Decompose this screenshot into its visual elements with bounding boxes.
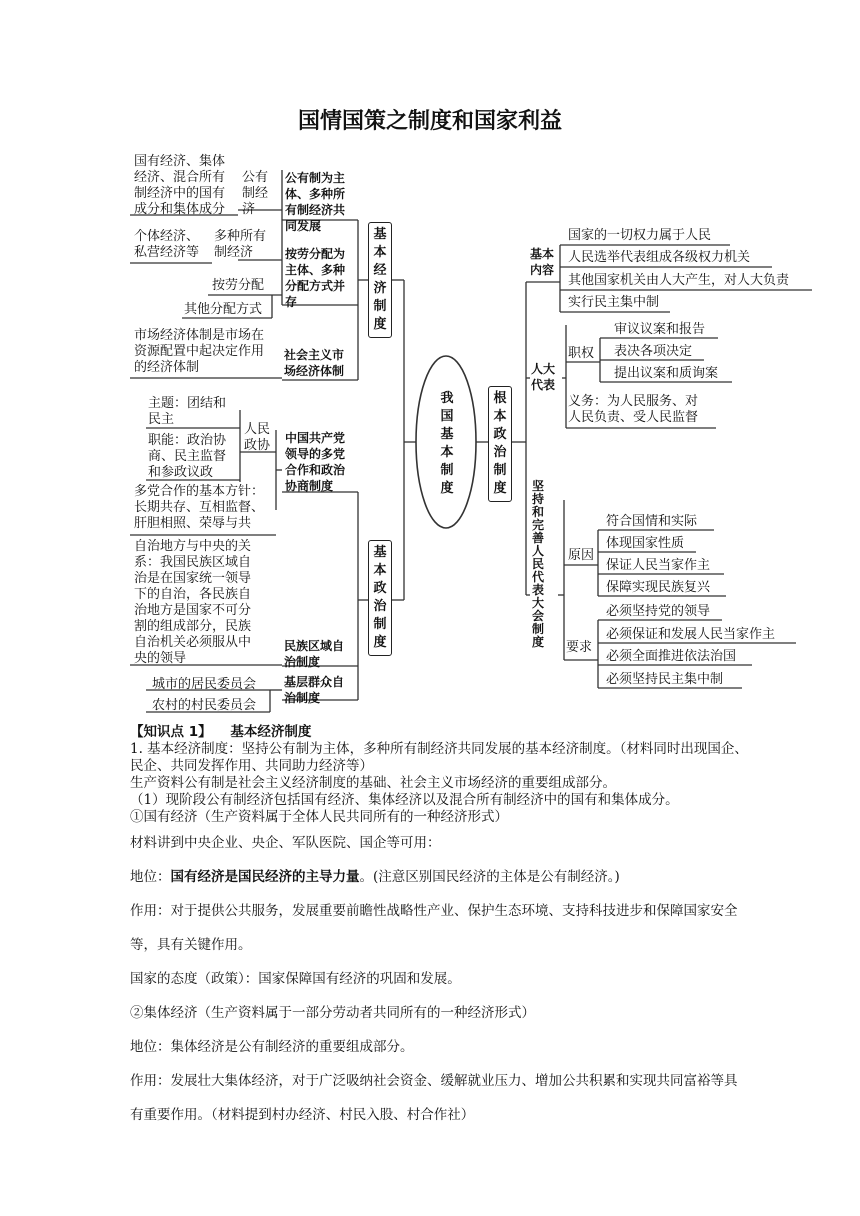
duty: 义务：为人民服务、对 人民负责、受人民监督 [568,394,699,425]
ethnic-autonomy-node: 民族区域自 治制度 [284,639,345,669]
paragraph-6: 地位：国有经济是国民经济的主导力量。(注意区别国民经济的主体是公有制经济。) [130,869,620,885]
market-economy-node: 社会主义市 场经济体制 [284,348,345,378]
paragraph-7: 作用：对于提供公共服务，发展重要前瞻性战略性产业、保护生态环境、支持科技进步和保障国家安全等，具有关键作用。 [130,903,738,953]
key-point: 国有经济是国民经济的主导力量 [170,869,360,885]
page-title: 国情国策之制度和国家利益 [297,109,562,134]
ethnic-autonomy-desc: 自治地方与中央的关 系：我国民族区域自 治是在国家统一领导 下的自治，各民族自 治地方是国家不可分 割的组成部分，民族 自治机关必须服从中 央的领导 [134,539,252,666]
power-item-3: 提出议案和质询案 [614,366,719,381]
state-owned-components: 国有经济、集体 经济、混合所有 制经济中的国有 成分和集体成分 [134,154,226,217]
content-item-3: 其他国家机关由人大产生，对人大负责 [568,273,790,288]
reason-item-3: 保证人民当家作主 [606,558,711,573]
cppcc-label: 人民 政协 [244,422,271,453]
by-labor: 按劳分配 [212,278,265,293]
party-system-node: 中国共产党 领导的多党 合作和政治 协商制度 [285,431,346,493]
require-item-4: 必须坚持民主集中制 [606,672,724,687]
center-node: 我 国 基 本 制 度 [440,391,454,496]
content-item-2: 人民选举代表组成各级权力机关 [568,250,751,265]
public-main-node: 公有制为主 体、多种所 有制经济共 同发展 [285,171,346,233]
persist-npc-label: 坚 持 和 完 善 人 民 代 表 大 会 制 度 [531,479,544,649]
require-item-3: 必须全面推进依法治国 [606,649,737,664]
private-economy: 个体经济、 私营经济等 [134,229,200,260]
labor-distribution-node: 按劳分配为 主体、多种 分配方式并 存 [285,247,346,309]
paragraph-10: 地位：集体经济是公有制经济的重要组成部分。 [130,1039,414,1055]
paragraph-2: 生产资料公有制是社会主义经济制度的基础、社会主义市场经济的重要组成部分。 [130,775,616,791]
paragraph-5: 材料讲到中央企业、央企、军队医院、国企等可用： [130,835,441,851]
cppcc-theme: 主题：团结和 民主 [148,396,227,427]
paragraph-8: 国家的态度（政策）：国家保障国有经济的巩固和发展。 [130,971,461,987]
paragraph-11: 作用：发展壮大集体经济，对于广泛吸纳社会资金、缓解就业压力、增加公共积累和实现共同富裕等具有重要作用。（材料提到村办经济、村民入股、村合作社） [130,1073,738,1123]
rural-committee: 农村的村民委员会 [152,698,257,713]
reason-item-1: 符合国情和实际 [606,514,698,529]
grassroots-node: 基层群众自 治制度 [284,675,345,705]
public-ownership-label: 公有 制经 济 [242,170,269,217]
urban-committee: 城市的居民委员会 [152,677,257,692]
power-item-2: 表决各项决定 [614,344,693,359]
cppcc-function: 职能：政治协 商、民主监督 和参政议政 [148,433,227,480]
require-item-2: 必须保证和发展人民当家作主 [606,627,776,642]
market-economy-desc: 市场经济体制是市场在 资源配置中起决定作用 的经济体制 [134,328,265,375]
paragraph-9: ②集体经济（生产资料属于一部分劳动者共同所有的一种经济形式） [130,1005,535,1021]
section-heading: 【知识点 1】 基本经济制度 [130,724,312,740]
reason-label: 原因 [568,548,595,563]
basic-political-system-box: 基 本 政 治 制 度 [368,540,392,656]
paragraph-4: ①国有经济（生产资料属于全体人民共同所有的一种经济形式） [130,809,508,825]
body-text [130,724,750,1132]
non-public-label: 多种所有 制经济 [214,229,267,260]
fundamental-system-box: 根 本 政 治 制 度 [488,386,512,502]
powers-label: 职权 [568,346,595,361]
cooperation-policy: 多党合作的基本方针： 长期共存、互相监督、 肝胆相照、荣辱与共 [134,484,265,531]
basic-content-label: 基本 内容 [530,247,555,277]
require-item-1: 必须坚持党的领导 [606,604,711,619]
reason-item-2: 体现国家性质 [606,536,685,551]
paragraph-1: 1. 基本经济制度：坚持公有制为主体，多种所有制经济共同发展的基本经济制度。（材料同时出现国企、民企、共同发挥作用、共同助力经济等） [130,741,748,774]
content-item-4: 实行民主集中制 [568,295,660,310]
power-item-1: 审议议案和报告 [614,322,706,337]
reason-item-4: 保障实现民族复兴 [606,580,711,595]
npc-deputy-label: 人大 代表 [531,362,556,392]
require-label: 要求 [566,640,593,655]
content-item-1: 国家的一切权力属于人民 [568,228,712,243]
other-distribution: 其他分配方式 [184,302,263,317]
paragraph-3: （1）现阶段公有制经济包括国有经济、集体经济以及混合所有制经济中的国有和集体成分。 [130,792,679,808]
basic-economic-system-box: 基 本 经 济 制 度 [368,222,392,338]
